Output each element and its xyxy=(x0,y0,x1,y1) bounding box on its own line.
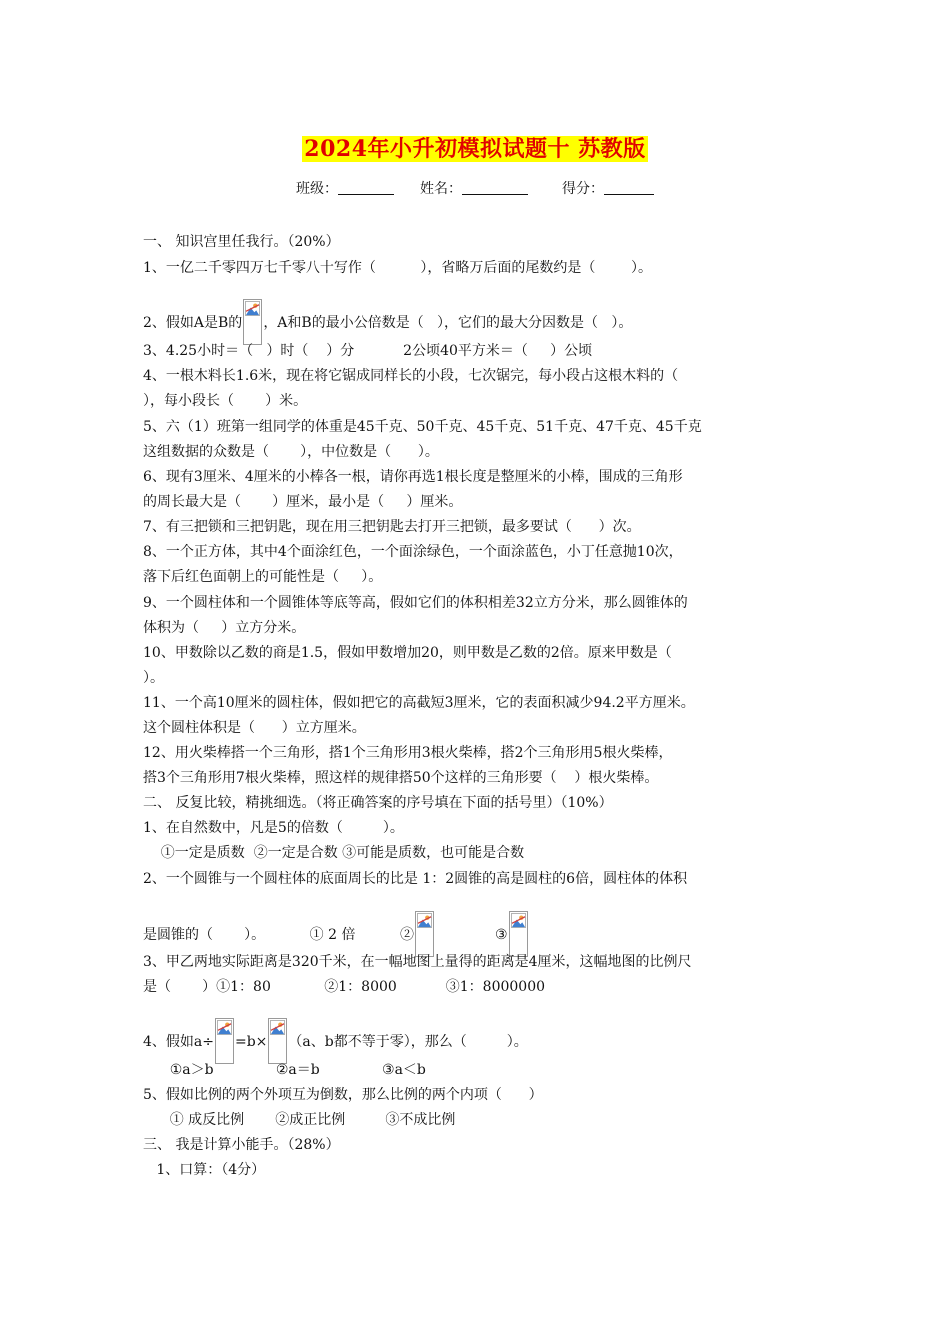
broken-image-icon xyxy=(268,1018,287,1064)
question-9-line-2: 体积为（ ）立方分米。 xyxy=(143,620,306,636)
question-8-line-2: 落下后红色面朝上的可能性是（ ）。 xyxy=(143,569,383,585)
question-2 xyxy=(143,299,632,345)
broken-image-icon xyxy=(243,299,262,345)
section-3-heading: 三、 我是计算小能手。（28%） xyxy=(143,1137,340,1153)
question-12-line-2: 搭3个三角形用7根火柴棒，照这样的规律搭50个这样的三角形要（ ）根火柴棒。 xyxy=(143,770,659,786)
student-info-row xyxy=(0,178,950,198)
title-text: 2024年小升初模拟试题十 苏教版 xyxy=(304,136,646,162)
choice-1-options: ①一定是质数 ②一定是合数 ③可能是质数，也可能是合数 xyxy=(143,845,525,861)
choice-5-options: ① 成反比例 ②成正比例 ③不成比例 xyxy=(143,1112,456,1128)
broken-image-icon xyxy=(215,1018,234,1064)
calc-1-heading: 1、口算：（4分） xyxy=(143,1162,266,1178)
question-5-line-2: 这组数据的众数是（ ），中位数是（ ）。 xyxy=(143,444,439,460)
score-label: 得分： xyxy=(562,181,604,197)
question-3: 3、4.25小时＝（ ）时（ ）分 2公顷40平方米＝（ ）公顷 xyxy=(143,343,593,359)
choice-4-options: ①a＞b ②a＝b ③a＜b xyxy=(143,1062,426,1078)
class-blank xyxy=(338,180,394,195)
score-blank xyxy=(604,180,654,195)
choice-3-line-2: 是（ ）①1：80 ②1：8000 ③1：8000000 xyxy=(143,979,546,995)
name-label: 姓名： xyxy=(420,181,462,197)
question-6-line-1: 6、现有3厘米、4厘米的小棒各一根，请你再选1根长度是整厘米的小棒，围成的三角形 xyxy=(143,469,683,485)
document-title xyxy=(0,132,950,163)
question-11-line-1: 11、一个高10厘米的圆柱体，假如把它的高截短3厘米，它的表面积减少94.2平方厘米。 xyxy=(143,695,695,711)
question-11-line-2: 这个圆柱体积是（ ）立方厘米。 xyxy=(143,720,366,736)
name-blank xyxy=(462,180,528,195)
broken-image-icon xyxy=(415,911,434,957)
choice-2-line-1: 2、一个圆锥与一个圆柱体的底面周长的比是 1：2圆锥的高是圆柱的6倍，圆柱体的体积 xyxy=(143,871,688,887)
choice-5: 5、假如比例的两个外项互为倒数，那么比例的两个内项（ ） xyxy=(143,1087,543,1103)
choice-4 xyxy=(143,1018,528,1064)
question-7: 7、有三把锁和三把钥匙，现在用三把钥匙去打开三把锁，最多要试（ ）次。 xyxy=(143,519,641,535)
choice-3-line-1: 3、甲乙两地实际距离是320千米，在一幅地图上量得的距离是4厘米，这幅地图的比例尺 xyxy=(143,954,692,970)
question-6-line-2: 的周长最大是（ ）厘米，最小是（ ）厘米。 xyxy=(143,494,463,510)
choice-4-part-c: （a、b都不等于零），那么（ ）。 xyxy=(288,1034,528,1050)
question-4-line-2: ），每小段长（ ）米。 xyxy=(143,393,308,409)
choice-2-option-3: ③ xyxy=(494,927,508,943)
choice-2-options: 是圆锥的（ ）。 ① 2 倍 ② xyxy=(143,927,414,943)
section-2-heading: 二、 反复比较，精挑细选。（将正确答案的序号填在下面的括号里）（10%） xyxy=(143,795,613,811)
question-10-line-2: ）。 xyxy=(143,670,164,686)
section-1-heading: 一、 知识宫里任我行。（20%） xyxy=(143,234,340,250)
question-12-line-1: 12、用火柴棒搭一个三角形，搭1个三角形用3根火柴棒，搭2个三角形用5根火柴棒， xyxy=(143,745,673,761)
question-1: 1、一亿二千零四万七千零八十写作（ ），省略万后面的尾数约是（ ）。 xyxy=(143,260,653,276)
question-2-part-a: 2、假如A是B的 xyxy=(143,315,243,331)
question-4-line-1: 4、一根木料长1.6米，现在将它锯成同样长的小段，七次锯完，每小段占这根木料的（ xyxy=(143,368,679,384)
choice-4-part-a: 4、假如a÷ xyxy=(143,1034,214,1050)
question-5-line-1: 5、六（1）班第一组同学的体重是45千克、50千克、45千克、51千克、47千克、45千克 xyxy=(143,419,702,435)
choice-1: 1、在自然数中，凡是5的倍数（ ）。 xyxy=(143,820,404,836)
choice-4-part-b: =b× xyxy=(234,1034,268,1050)
question-10-line-1: 10、甲数除以乙数的商是1.5，假如甲数增加20，则甲数是乙数的2倍。原来甲数是（ xyxy=(143,645,672,661)
class-label: 班级： xyxy=(296,181,338,197)
question-8-line-1: 8、一个正方体，其中4个面涂红色，一个面涂绿色，一个面涂蓝色，小丁任意抛10次， xyxy=(143,544,683,560)
question-9-line-1: 9、一个圆柱体和一个圆锥体等底等高，假如它们的体积相差32立方分米，那么圆锥体的 xyxy=(143,595,688,611)
broken-image-icon xyxy=(509,911,528,957)
choice-2-line-2 xyxy=(143,911,529,957)
question-2-part-b: ，A和B的最小公倍数是（ ），它们的最大分因数是（ ）。 xyxy=(263,315,633,331)
